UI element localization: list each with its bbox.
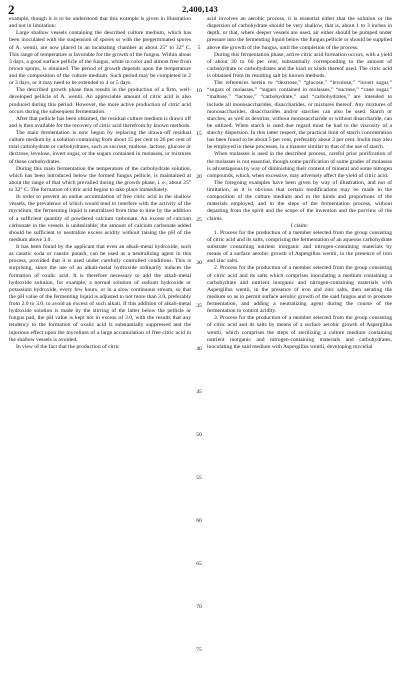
line-number: 60 [196, 518, 202, 524]
paragraph: In order to prevent an undue accumulation of free citric acid in the shallow vessels, the prevalence of which would tend to interfere with the activity of the mycelium, the fermenting liquid is neutralized from time to time by the addition of a sufficient quantity of powdered calcium carbonate. An excess of calcium carbonate in the vessels is undesirable; the amount of calcium carbonate added should be sufficient to neutralize excess acidity without raising the pH of the medium above 3.0. [9, 194, 191, 243]
line-number: 70 [196, 604, 202, 610]
line-number: 40 [196, 346, 202, 352]
claim: 3. Process for the production of a member selected from the group consisting of citric acid and its salts by means of a surface aerobic growth of Aspergillus wentii, which comprises the steps of sterilizing a culture medium containing nutrient inorganic and nitrogen-containing materials and carbohydrates, inoculating the said medium with Aspergillus wentii, developing mycelial [207, 315, 392, 350]
line-number: 10 [196, 88, 202, 94]
paragraph: During this main fermentation the temperature of the carbohydrate solution, which has been introduced below the formed fungus pellicle, is maintained at about the range of that which prevailed during the growth phase, i. e., about 25° to 32° C. The formation of citric acid begins to take place immediately. [9, 165, 191, 193]
paragraph: The foregoing examples have been given by way of illustration, and not of limitation, as it is obvious that certain modifications may be made in the composition of the culture medium and in the kinds and proportions of the materials employed, and in the steps of the fermentation process, without departing from the spirit and the scope of the invention and the purview of the claims. [207, 179, 392, 222]
page-number: 2 [8, 2, 15, 17]
line-number-gutter [192, 16, 206, 676]
paragraph: example, though it is to be understood that this example is given in illustration and not in limitation: [9, 16, 191, 30]
line-number: 20 [196, 174, 202, 180]
paragraph: It has been found by the applicant that even an alkali-metal hydroxide, such as caustic soda or caustic potash, can be used as a neutralizing agent in this process, provided that it is used under carefully controlled conditions. This is surprising, since the use of an alkali-metal hydroxide ordinarily induces the formation of oxalic acid. It is therefore necessary to add the alkali-metal hydroxide solution, for example, a normal solution of sodium hydroxide or potassium hydroxide, every few hours, or in a slow continuous stream, so that the pH value of the fermenting liquid is adjusted to not more than 3.0, preferably from 2.0 to 3.0, to avoid an excess of such alkali. If this addition of alkali-metal hydroxide solution is made by the stirring of the latter below the pellicle or fungus pad, the pH value is kept not in excess of 3.0, with the results that any tendency to the formation of oxalic acid is substantially suppressed and the injurious effect upon the mycelium of a large accumulation of free citric acid in the shallow vessels is avoided. [9, 244, 191, 343]
paragraph: The main fermentation is now begun by replacing the drawn-off residual culture medium by a solution containing from about 15 per cent to 20 per cent of total carbohydrate or carbohydrates, such as sucrose, maltose, lactose, glucose or dextrose, levulose, invert sugar, or the sugars contained in molasses, or mixtures of these carbohydrates. [9, 130, 191, 165]
paragraph: Large shallow vessels containing the described culture medium, which has been inoculated with the suspension of spores or with the pregerminated spores of A. wentii, are now placed in an incubating chamber at about 25° to 32° C. This range of temperature is favorable for the growth of the fungus. Within about 3 days, a good surface pellicle of the fungus, white in color and almost free from brown spores, is obtained. The period of growth depends upon the temperature and the composition of the culture medium. Such period may be completed in 2 or 3 days, or it may need to be extended to 4 or 5 days. [9, 30, 191, 87]
right-column [207, 16, 392, 351]
line-number: 35 [196, 303, 202, 309]
line-number: 30 [196, 260, 202, 266]
claims-heading: I claim: [290, 222, 309, 229]
paragraph: When molasses is used in the described process, careful prior purification of the molasses is not essential, though some purification of some grades of molasses is advantageous by way of diminishing their content of mineral and some nitrogen compounds, which, when excessive, may adversely affect the yield of citric acid. [207, 151, 392, 179]
paragraph: acid involves an aerobic process, it is essential either that the solution or the dispersion of carbohydrate should be very shallow, that is, about 1 to 3 inches in depth, or that, where deeper vessels are used, air either should be pumped under pressure into the fermenting liquid below the fungus pellicle or should be supplied above the growth of the fungus, until the completion of the process. [207, 16, 392, 51]
line-number: 45 [196, 389, 202, 395]
claim: 1. Process for the production of a member selected from the group consisting of citric acid and its salts, comprising the fermentation of an aqueous carbohydrate substrate containing nutrient inorganic and nitrogen-containing materials by means of a surface aerobic growth of Aspergillus wentii, in the presence of iron and zinc salts. [207, 229, 392, 265]
line-number: 65 [196, 561, 202, 567]
line-number: 5 [197, 45, 201, 51]
paragraph: The described growth phase thus results in the production of a firm, well-developed pellicle of A. wentii. An appreciable amount of citric acid is also produced during this period. However, the more active production of citric acid occurs during the subsequent fermentation. [9, 87, 191, 115]
patent-number: 2,400,143 [182, 4, 218, 14]
line-number: 25 [196, 217, 202, 223]
line-number: 50 [196, 432, 202, 438]
claim: 2. Process for the production of a member selected from the group consisting of citric acid and its salts which comprises inoculating a medium containing a carbohydrate and nutrient inorganic and nitrogen-containing materials with Aspergillus wentii, in the presence of iron and zinc salts, then aerating the medium so as to permit surface aerobic growth of the said fungus and to promote fermentation, and adding a neutralizing agent during the course of the fermentation to control acidity. [207, 265, 392, 315]
paragraph: After that pellicle has been obtained, the residual culture medium is drawn off and is then available for the recovery of citric acid therefrom by known methods. [9, 115, 191, 129]
line-number: 75 [196, 647, 202, 653]
line-number: 55 [196, 475, 202, 481]
paragraph: The references herein to “dextrose,” “glucose,” “levulose,” “invert sugar,” “sugars of molasses,” “sugars contained in molasses,” “sucrose,” “cane sugar,” “maltose,” “lactose,” “carbohydrate,” and “carbohydrates,” are intended to include all monosaccharides, disaccharides, or mixtures thereof. Any mixtures of monosaccharides, disaccharides and/or starches can also be used. Starch or starches, as well as dextrins, without monosaccharide or without disaccharide, can be utilized. When starch is used due regard must be had to the viscosity of a starchy dispersion. In this latter respect, the practical limit of starch concentration has been found to be about 5 per cent, preferably about 3 per cent. Inulin may also be employed in these processes, in a manner similar to that of the use of starch. [207, 80, 392, 151]
left-column [9, 16, 191, 351]
line-number: 15 [196, 131, 202, 137]
paragraph: In view of the fact that the production of citric [16, 343, 120, 350]
paragraph: During this fermentation phase, active citric acid formation occurs, with a yield of about 30 to 60 per cent, substantially corresponding to the amount of carbohydrate or carbohydrates and the kind or kinds thereof used. The citric acid is obtained from its resulting salt by known methods. [207, 51, 392, 79]
